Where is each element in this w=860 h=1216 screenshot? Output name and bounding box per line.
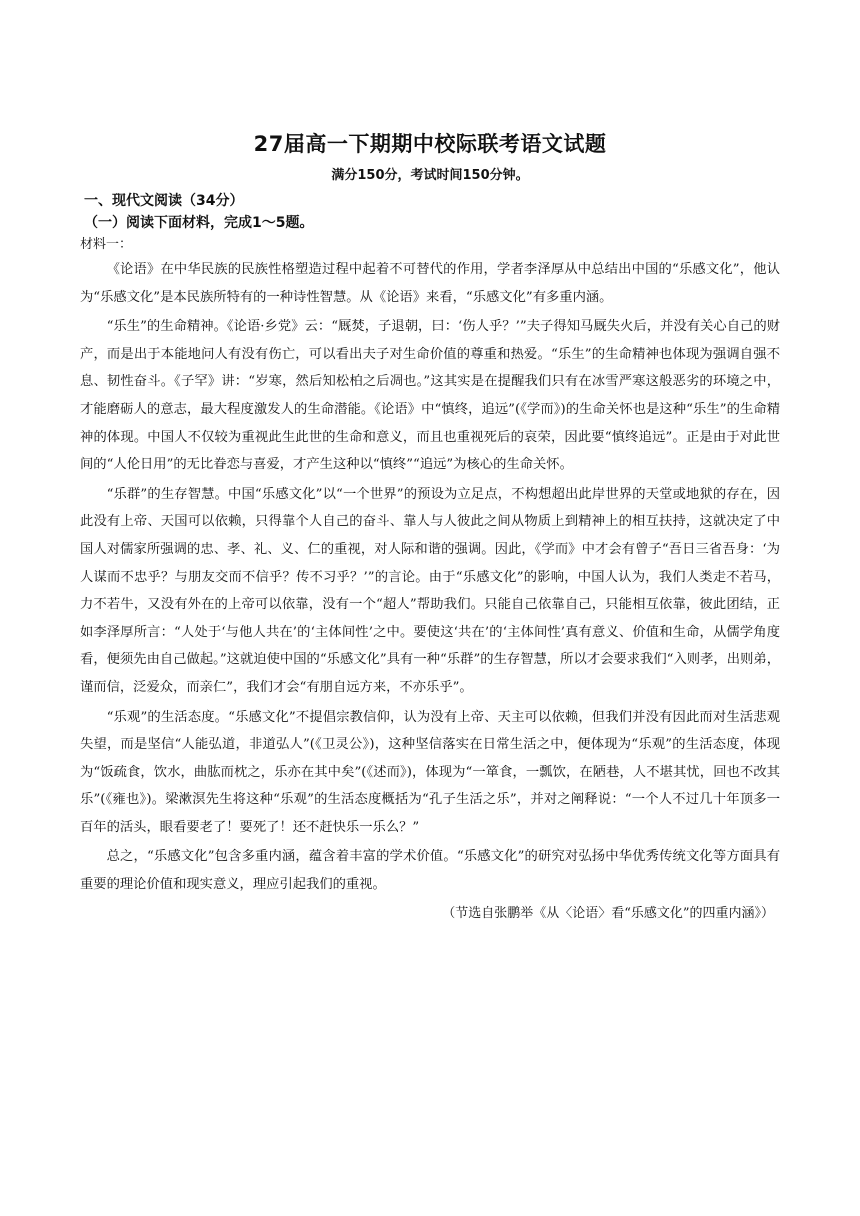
exam-page: [80, 128, 780, 927]
source-citation: （节选自张鹏举《从〈论语〉看“乐感文化”的四重内涵》）: [442, 905, 774, 921]
subsection-heading: （一）阅读下面材料，完成1～5题。: [84, 215, 314, 231]
exam-title: 27届高一下期期中校际联考语文试题: [253, 132, 607, 156]
paragraph-lequn: “乐群”的生存智慧。中国“乐感文化”以“一个世界”的预设为立足点，不构想超出此岸世界的天堂或地狱的存在，因此没有上帝、天国可以依赖，只得靠个人自己的奋斗、靠人与人彼此之间从物质上到精神上的相互扶持，这就决定了中国人对儒家所强调的忠、孝、礼、义、仁的重视，对人际和谐的强调。因此，《学而》中才会有曾子“吾日三省吾身：‘为人谋而不忠乎？与朋友交而不信乎？传不习乎？’”的言论。由于“乐感文化”的影响，中国人认为，我们人类走不若马，力不若牛，又没有外在的上帝可以依靠，没有一个“超人”帮助我们。只能自己依靠自己，只能相互依靠，彼此团结，正如李泽厚所言：“人处于‘与他人共在’的‘主体间性’之中。要使这‘共在’的‘主体间性’真有意义、价值和生命，从儒学角度看，便须先由自己做起。”这就迫使中国的“乐感文化”具有一种“乐群”的生存智慧，所以才会要求我们“入则孝，出则弟，谨而信，泛爱众，而亲仁”，我们才会“有朋自远方来，不亦乐乎”。: [80, 486, 780, 695]
paragraph-leguan: “乐观”的生活态度。“乐感文化”不提倡宗教信仰，认为没有上帝、天主可以依赖，但我们并没有因此而对生活悲观失望，而是坚信“人能弘道，非道弘人”(《卫灵公》)，这种坚信落实在日常生活之中，便体现为“乐观”的生活态度，体现为“饭疏食，饮水，曲肱而枕之，乐亦在其中矣”(《述而》)，体现为“一箪食，一瓢饮，在陋巷，人不堪其忧，回也不改其乐”(《雍也》)。梁漱溟先生将这种“乐观”的生活态度概括为“孔子生活之乐”，并对之阐释说：“一个人不过几十年顶多一百年的活头，眼看要老了！要死了！还不赶快乐一乐么？”: [80, 709, 780, 835]
exam-subtitle: 满分150分，考试时间150分钟。: [331, 168, 529, 183]
paragraph-intro: 《论语》在中华民族的民族性格塑造过程中起着不可替代的作用，学者李泽厚从中总结出中国的“乐感文化”，他认为“乐感文化”是本民族所特有的一种诗性智慧。从《论语》来看，“乐感文化”有多重内涵。: [80, 262, 780, 305]
paragraph-lesheng: “乐生”的生命精神。《论语·乡党》云：“厩焚，子退朝，曰：‘伤人乎？’”夫子得知马厩失火后，并没有关心自己的财产，而是出于本能地问人有没有伤亡，可以看出夫子对生命价值的尊重和热爱。“乐生”的生命精神也体现为强调自强不息、韧性奋斗。《子罕》讲：“岁寒，然后知松柏之后凋也。”这其实是在提醒我们只有在冰雪严寒这般恶劣的环境之中，才能磨砺人的意志，最大程度激发人的生命潜能。《论语》中“慎终，追远”(《学而》)的生命关怀也是这种“乐生”的生命精神的体现。中国人不仅较为重视此生此世的生命和意义，而且也重视死后的哀荣，因此要“慎终追远”。正是由于对此世间的“人伦日用”的无比眷恋与喜爱，才产生这种以“慎终”“追远”为核心的生命关怀。: [80, 319, 780, 473]
material-label: 材料一：: [80, 237, 133, 252]
section-heading: 一、现代文阅读（34分）: [84, 193, 244, 209]
paragraph-conclusion: 总之，“乐感文化”包含多重内涵，蕴含着丰富的学术价值。“乐感文化”的研究对弘扬中华优秀传统文化等方面具有重要的理论价值和现实意义，理应引起我们的重视。: [80, 849, 780, 893]
